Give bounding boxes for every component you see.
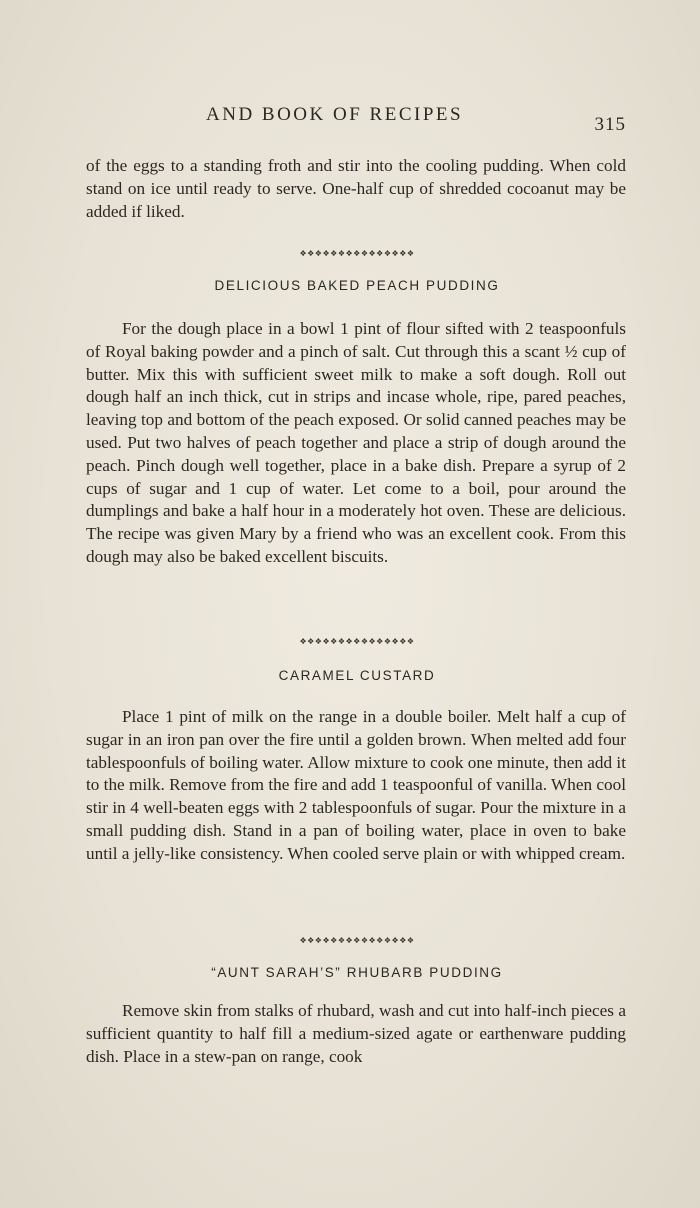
book-page [86,0,628,1208]
recipe-body-peach-pudding: For the dough place in a bowl 1 pint of flour sifted with 2 teaspoonfuls of Royal baking powder and a pinch of salt. Cut through this a scant ½ cup of butter. Mix this with sufficient sweet milk to make a soft dough. Roll out dough half an inch thick, cut in strips and incase whole, ripe, pared peaches, leaving top and bottom of the peach exposed. Or solid canned peaches may be used. Put two halves of peach together and place a strip of dough around the peach. Pinch dough well together, place in a bake dish. Prepare a syrup of 2 cups of sugar and 1 cup of water. Let come to a boil, pour around the dumplings and bake a half hour in a moderately hot oven. These are delicious. The recipe was given Mary by a friend who was an excellent cook. From this dough may also be baked excellent biscuits. [86,319,626,566]
recipe-body-rhubarb-pudding: Remove skin from stalks of rhubard, wash and cut into half-inch pieces a sufficient quantity to half fill a medium-sized agate or earthenware pudding dish. Place in a stew-pan on range, cook [86,1001,626,1066]
recipe-title-caramel-custard: CARAMEL CUSTARD [278,668,436,683]
intro-paragraph: of the eggs to a standing froth and stir into the cooling pudding. When cold stand on ice until ready to serve. One-half cup of shredded cocoanut may be added if liked. [86,156,626,221]
page-number: 315 [594,114,626,135]
recipe-body-caramel-custard: Place 1 pint of milk on the range in a double boiler. Melt half a cup of sugar in an iron pan over the fire until a golden brown. When melted add four tablespoonfuls of boiling water. Allow mixture to cook one minute, then add it to the milk. Remove from the fire and add 1 teaspoonful of vanilla. When cool stir in 4 well-beaten eggs with 2 tablespoonfuls of sugar. Pour the mixture in a small pudding dish. Stand in a pan of boiling water, place in oven to bake until a jelly-like consistency. When cooled serve plain or with whipped cream. [86,707,626,863]
recipe-title-peach-pudding: DELICIOUS BAKED PEACH PUDDING [214,278,500,293]
ornament-divider: ❖❖❖❖❖❖❖❖❖❖❖❖❖❖❖ [299,936,415,945]
ornament-divider: ❖❖❖❖❖❖❖❖❖❖❖❖❖❖❖ [299,637,415,646]
ornament-divider: ❖❖❖❖❖❖❖❖❖❖❖❖❖❖❖ [299,249,415,258]
running-title: AND BOOK OF RECIPES [206,104,464,125]
running-head [86,104,628,134]
recipe-title-rhubarb-pudding: “AUNT SARAH’S” RHUBARB PUDDING [211,965,503,980]
